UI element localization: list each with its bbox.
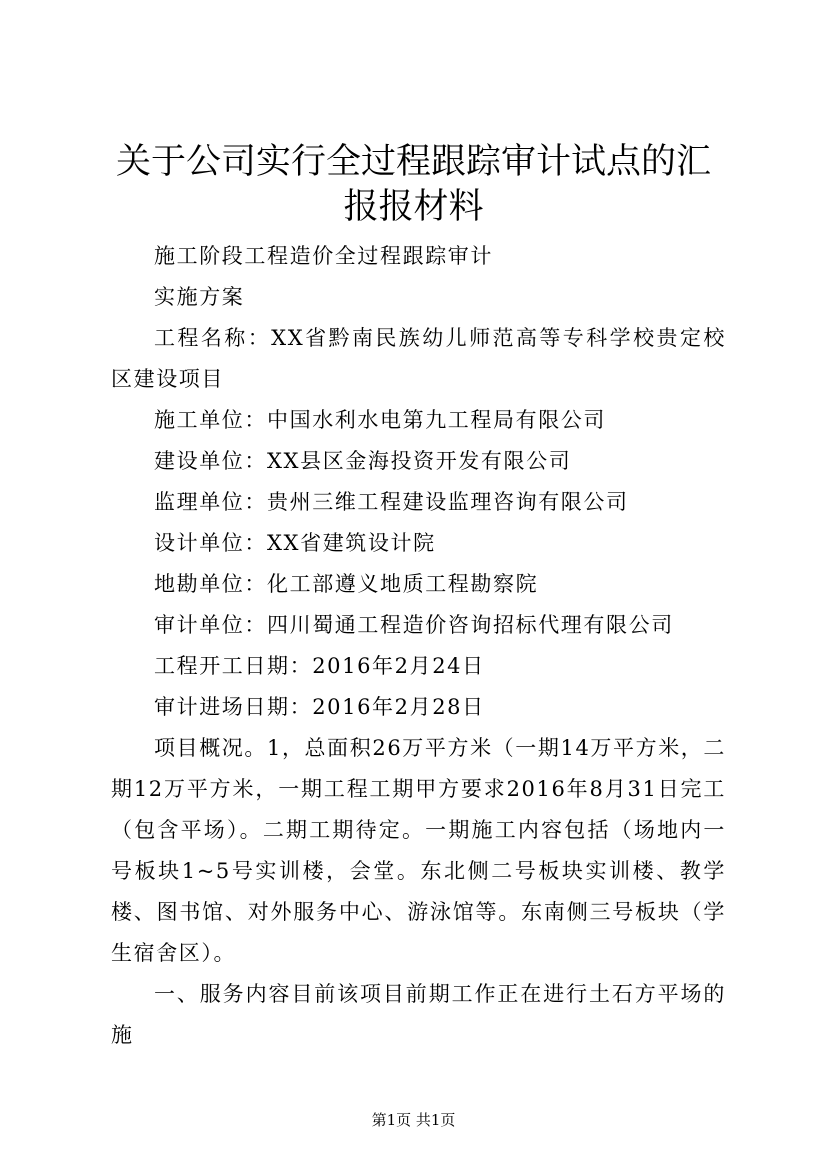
paragraph-service-content: 一、服务内容目前该项目前期工作正在进行土石方平场的施	[111, 982, 726, 1047]
document-title: 关于公司实行全过程跟踪审计试点的汇报报材料	[115, 142, 711, 227]
paragraph-project-name: 工程名称：XX省黔南民族幼儿师范高等专科学校贵定校区建设项目	[111, 326, 726, 391]
paragraph-supervision-unit: 监理单位：贵州三维工程建设监理咨询有限公司	[154, 490, 629, 514]
page-footer: 第1页 共1页	[371, 1111, 456, 1129]
paragraph-construction-unit: 施工单位：中国水利水电第九工程局有限公司	[154, 408, 606, 432]
paragraph-subtitle: 施工阶段工程造价全过程跟踪审计	[154, 244, 493, 268]
paragraph-audit-unit: 审计单位：四川蜀通工程造价咨询招标代理有限公司	[154, 613, 674, 637]
paragraph-survey-unit: 地勘单位：化工部遵义地质工程勘察院	[154, 572, 539, 596]
paragraph-start-date: 工程开工日期：2016年2月24日	[154, 654, 485, 678]
paragraph-owner-unit: 建设单位：XX县区金海投资开发有限公司	[154, 449, 572, 473]
document-body	[111, 236, 726, 1056]
paragraph-plan: 实施方案	[154, 285, 245, 309]
paragraph-project-overview: 项目概况。1，总面积26万平方米（一期14万平方米，二期12万平方米，一期工程工期甲方要求2016年8月31日完工（包含平场）。二期工期待定。一期施工内容包括（场地内一号板块1~5号实训楼，会堂。东北侧二号板块实训楼、教学楼、图书馆、对外服务中心、游泳馆等。东南侧三号板块（学生宿舍区）。	[111, 736, 727, 965]
paragraph-audit-entry-date: 审计进场日期：2016年2月28日	[154, 695, 485, 719]
paragraph-design-unit: 设计单位：XX省建筑设计院	[154, 531, 436, 555]
